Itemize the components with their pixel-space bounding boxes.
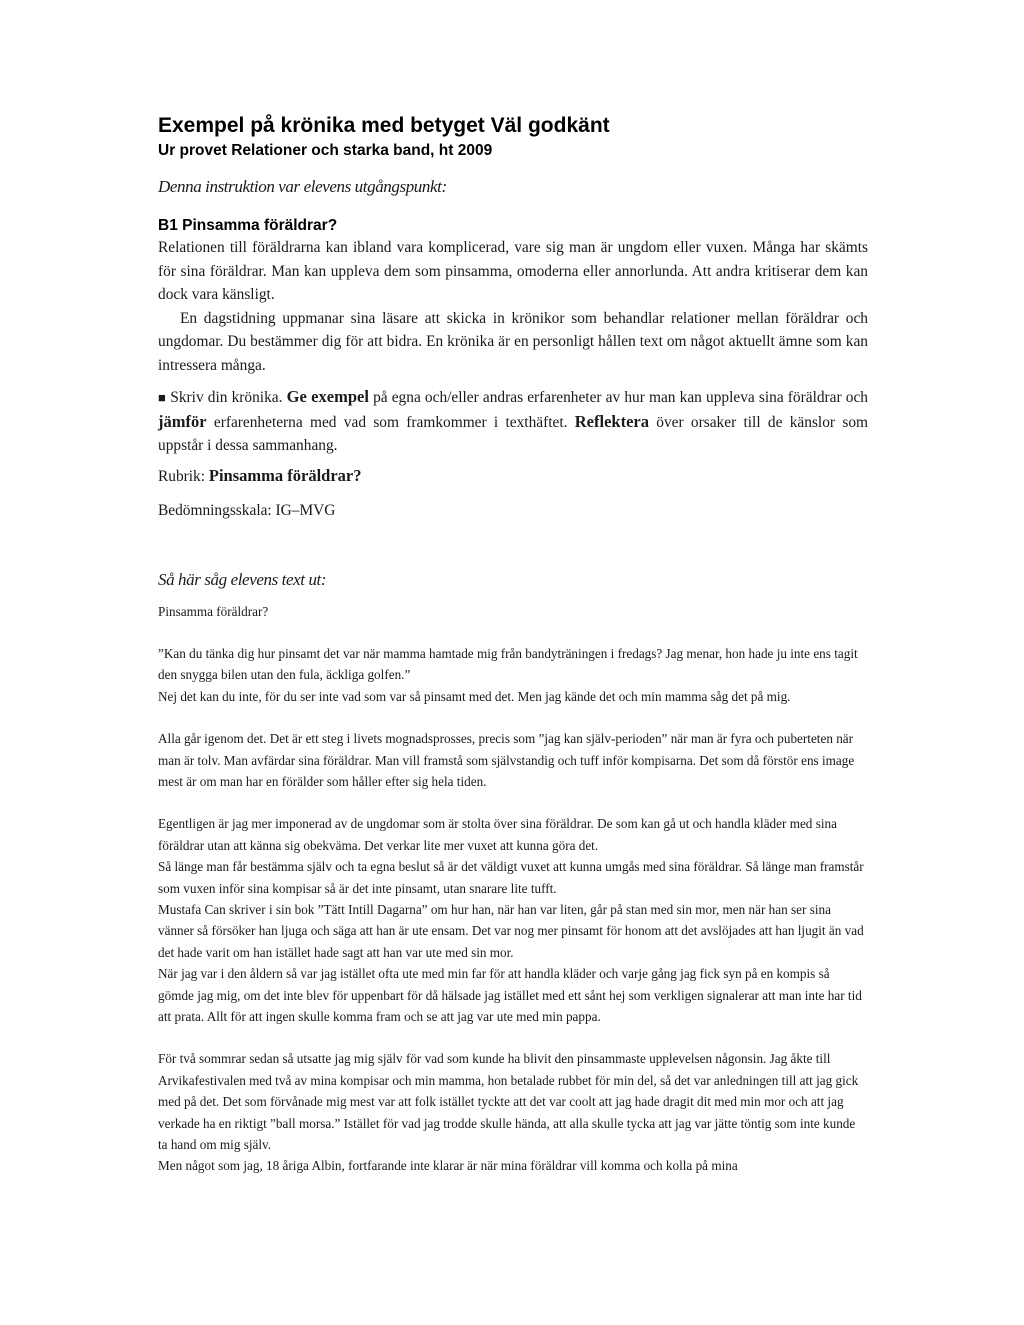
bullet-bold-3: Reflektera: [574, 411, 649, 431]
bullet-text-3: erfarenheterna med vad som framkommer i texthäftet.: [206, 413, 575, 431]
student-text-title: Pinsamma föräldrar?: [158, 603, 269, 619]
instruction-paragraph-2: En dagstidning uppmanar sina läsare att skicka in krönikor som behandlar relationer mellan föräldrar och ungdomar. Du bestämmer dig för att bidra. En krönika är en personligt hållen text om något aktuellt ämne som kan intressera många.: [158, 309, 868, 374]
grading-scale: Bedömningsskala: IG–MVG: [158, 501, 336, 519]
rubrik-line: [158, 464, 868, 489]
student-paragraph: Nej det kan du inte, för du ser inte vad som var så pinsamt med det. Men jag kände det och min mamma såg det på mig.: [158, 688, 791, 704]
bullet-bold-2: jämför: [158, 411, 207, 431]
rubrik-value: Pinsamma föräldrar?: [208, 465, 362, 485]
bullet-bold-1: Ge exempel: [286, 387, 369, 406]
student-paragraph: För två sommrar sedan så utsatte jag mig själv för vad som kunde ha blivit den pinsammaste upplevelsen någonsin. Jag åkte till Arvikafestivalen med två av mina kompisar och min mamma, hon betalade rubbet för min del, så det var anledningen till att jag gick med på det. Det som förvånade mig mest var att folk istället tyckte att det var coolt att jag hade dragit dit med min mor och att jag verkade ha en riktigt ”ball morsa.” Istället för vad jag trodde skulle hända, att alla skulle tycka att jag var jätte töntig som inte kunde ta hand om mig själv.: [158, 1051, 859, 1153]
student-text: [158, 601, 868, 1177]
bullet-text-2: på egna och/eller andras erfarenheter av hur man kan uppleva sina föräldrar och: [368, 389, 868, 406]
student-paragraph: Så länge man får bestämma själv och ta egna beslut så är det väldigt vuxet att kunna umgås med sina föräldrar. Så länge man framstår som vuxen inför sina kompisar så är det inte pinsamt, utan snarare lite tufft.: [158, 859, 864, 896]
instruction-bullet: [158, 385, 868, 458]
student-paragraph: Alla går igenom det. Det är ett steg i livets mognadsprosses, precis som ”jag kan själv-perioden” när man är fyra och puberteten när man är tolv. Man avfärdar sina föräldrar. Man vill framstå som självstandig och tuff inför kompisarna. Det som då förstör ens image mest är om man har en förälder som håller efter sig hela tiden.: [158, 731, 855, 789]
instruction-paragraph-1: Relationen till föräldrarna kan ibland vara komplicerad, vare sig man är ungdom eller vuxen. Många har skämts för sina föräldrar. Man kan uppleva dem som pinsamma, omoderna eller annorlunda. Att andra kritiserar dem kan dock vara känsligt.: [158, 239, 868, 303]
page-title: Exempel på krönika med betyget Väl godkänt: [158, 114, 610, 137]
rubrik-label: Rubrik:: [158, 467, 209, 485]
bullet-text-4: över orsaker till de känslor som uppstår i dessa sammanhang.: [158, 413, 868, 454]
student-paragraph: När jag var i den åldern så var jag istället ofta ute med min far för att handla kläder och varje gång jag fick syn på en kompis så gömde jag mig, om det inte blev för uppenbart för då hälsade jag istället med ett sånt hej som verkligen signalerar att man inte har tid att prata. Allt för att ingen skulle komma fram och se att jag var ute med min pappa.: [158, 966, 862, 1024]
student-text-body: [158, 643, 868, 1177]
student-paragraph: Men något som jag, 18 åriga Albin, fortfarande inte klarar är när mina föräldrar vill komma och kolla på mina: [158, 1158, 738, 1174]
task-heading: B1 Pinsamma föräldrar?: [158, 217, 338, 234]
document-page: [158, 112, 868, 1177]
instruction-body: [158, 236, 868, 458]
square-bullet-icon: ■: [158, 390, 167, 405]
bullet-text-1: Skriv din krönika.: [166, 389, 287, 406]
student-paragraph: Mustafa Can skriver i sin bok ”Tätt Intill Dagarna” om hur han, när han var liten, går på stan med sin mor, men när han ser sina vänner så försöker han ljuga och säga att han är ute ensam. Det var nog mer pinsamt för honom att det avslöjades att han ljugit än vad det hade varit om han istället hade sagt att han var ute med sin mor.: [158, 901, 864, 960]
page-subtitle: Ur provet Relationer och starka band, ht 2009: [158, 142, 493, 159]
student-paragraph: ”Kan du tänka dig hur pinsamt det var när mamma hamtade mig från bandyträningen i fredags? Jag menar, hon hade ju inte ens tagit den snygga bilen utan den fula, äckliga golfen.”: [158, 645, 858, 683]
student-paragraph: Egentligen är jag mer imponerad av de ungdomar som är stolta över sina föräldrar. De som kan gå ut och handla kläder med sina föräldrar utan att känna sig obekväma. Det verkar lite mer vuxet att kunna göra det.: [158, 816, 837, 853]
instruction-label: Denna instruktion var elevens utgångspunkt:: [158, 177, 447, 196]
student-text-label: Så här såg elevens text ut:: [158, 569, 327, 589]
